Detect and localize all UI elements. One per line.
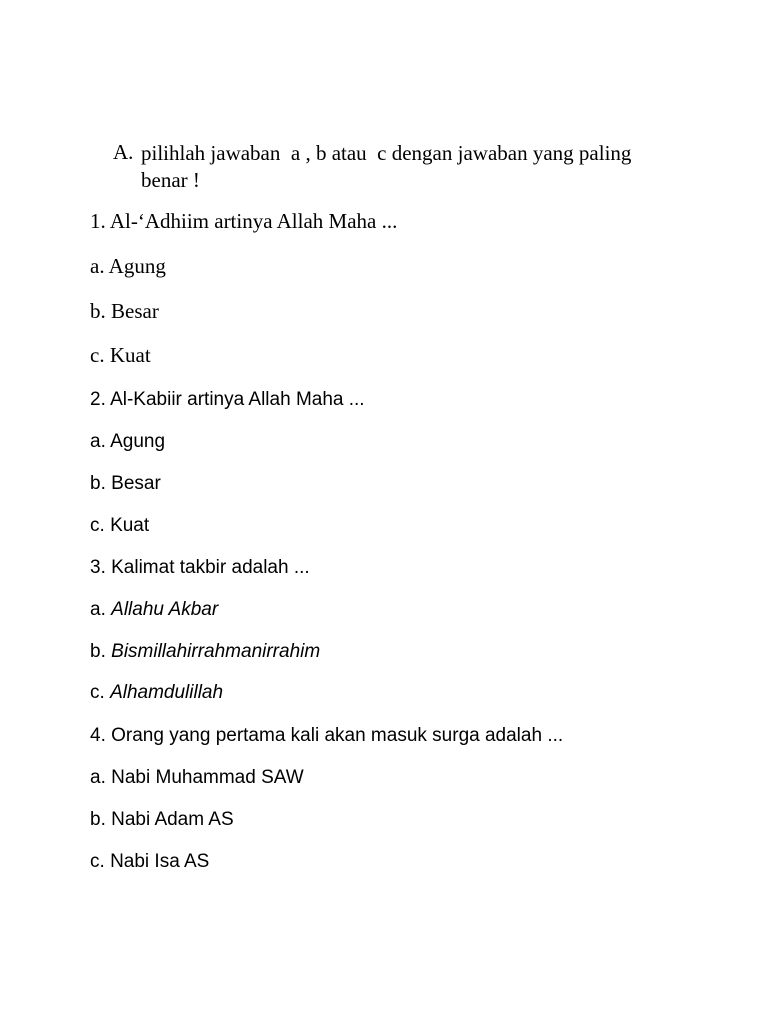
question-3-option-a: a. Allahu Akbar [90,599,219,620]
instruction-text [141,140,681,194]
instruction-marker: A. [113,140,134,164]
question-2-option-a: a. Agung [90,431,166,452]
instruction-line-1: pilihlah jawaban a , b atau c dengan jawaban yang paling [141,141,632,165]
question-1-option-b: b. Besar [90,299,159,323]
instruction-line-2: benar ! [141,168,200,192]
question-2: 2. Al-Kabiir artinya Allah Maha ... [90,389,365,410]
question-2-option-c: c. Kuat [90,515,150,536]
question-3-option-b: b. Bismillahirrahmanirrahim [90,641,321,662]
question-4: 4. Orang yang pertama kali akan masuk surga adalah ... [90,725,564,746]
question-1: 1. Al-‘Adhiim artinya Allah Maha ... [90,209,398,233]
question-1-option-c: c. Kuat [90,343,151,367]
question-1-option-a: a. Agung [90,254,166,278]
question-4-option-a: a. Nabi Muhammad SAW [90,767,304,788]
question-2-option-b: b. Besar [90,473,161,494]
question-3: 3. Kalimat takbir adalah ... [90,557,310,578]
question-3-option-c: c. Alhamdulillah [90,682,224,703]
question-4-option-b: b. Nabi Adam AS [90,809,234,830]
question-4-option-c: c. Nabi Isa AS [90,851,210,872]
